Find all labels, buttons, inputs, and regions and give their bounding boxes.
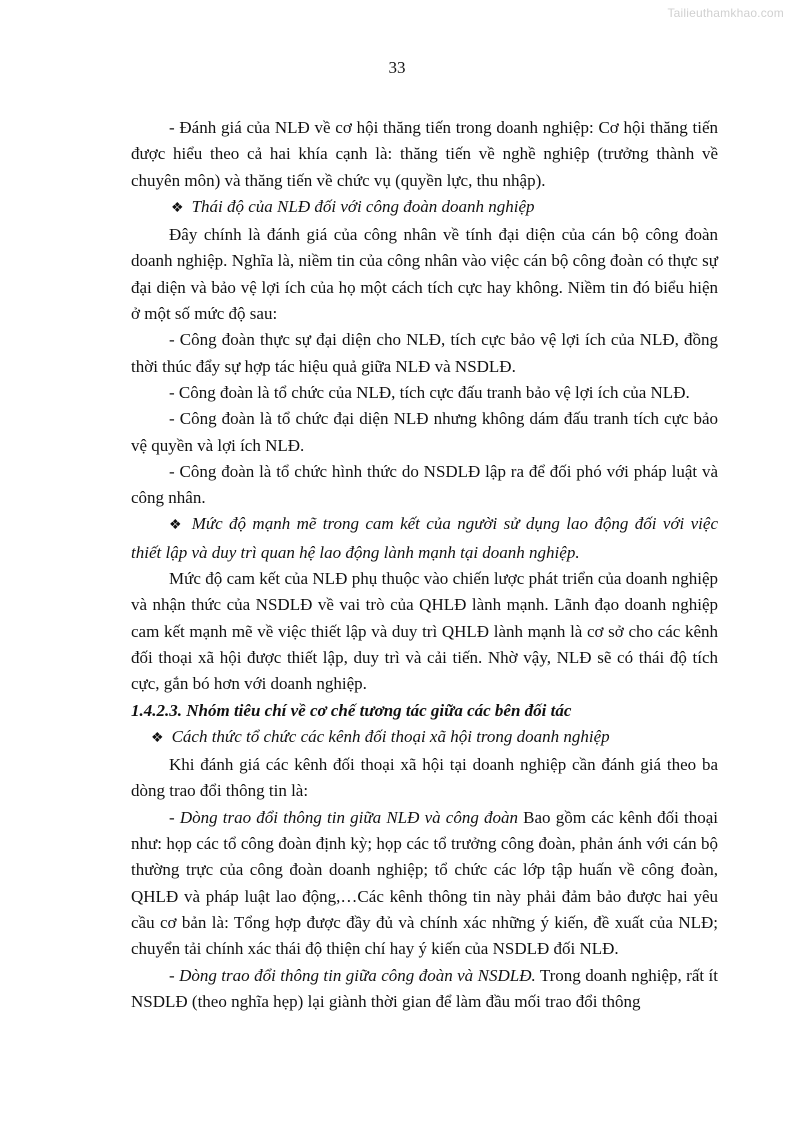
paragraph-promotion: - Đánh giá của NLĐ về cơ hội thăng tiến trong doanh nghiệp: Cơ hội thăng tiến được hiểu theo cả hai khía cạnh là: thăng tiến về nghề nghiệp (trưởng thành về chuyên môn) và thăng tiến về chức vụ (quyền lực, thu nhập).: [131, 118, 718, 190]
watermark: Tailieuthamkhao.com: [667, 6, 784, 20]
page-number: 33: [388, 58, 406, 77]
heading-text: Cách thức tổ chức các kênh đối thoại xã hội trong doanh nghiệp: [171, 726, 610, 746]
paragraph-union-representation: Đây chính là đánh giá của công nhân về tính đại diện của cán bộ công đoàn doanh nghiệp. Nghĩa là, niềm tin của công nhân vào việc cán bộ công đoàn có thực sự đại diện và bảo vệ lợi ích của họ một cách tích cực hay không. Niềm tin đó biểu hiện ở một số mức độ sau:: [131, 225, 718, 324]
flow-body: Bao gồm các kênh đối thoại như: họp các tổ công đoàn định kỳ; họp các tổ trưởng công đoàn, phản ánh với cán bộ thường trực của công đoàn doanh nghiệp; tổ chức các lớp tập huấn về công đoàn, QHLĐ và pháp luật lao động,…Các kênh thông tin này phải đảm bảo được hai yêu cầu cơ bản là: Tổng hợp được đầy đủ và chính xác những ý kiến, đề xuất của NLĐ; chuyển tải chính xác thái độ thiện chí hay ý kiến của NSDLĐ đối NLĐ.: [131, 807, 718, 959]
diamond-bullet-icon: ❖: [171, 200, 184, 216]
flow-lead: - Dòng trao đổi thông tin giữa công đoàn và NSDLĐ.: [169, 965, 536, 985]
heading-attitude-union: [131, 194, 718, 222]
paragraph-flow-union-employer: [131, 963, 718, 1016]
heading-text: Thái độ của NLĐ đối với công đoàn doanh nghiệp: [191, 196, 535, 216]
flow-lead: - Dòng trao đổi thông tin giữa NLĐ và công đoàn: [169, 807, 518, 827]
section-heading: 1.4.2.3. Nhóm tiêu chí về cơ chế tương tác giữa các bên đối tác: [131, 700, 572, 720]
paragraph-commitment: Mức độ cam kết của NLĐ phụ thuộc vào chiến lược phát triển của doanh nghiệp và nhận thức của NSDLĐ về vai trò của QHLĐ lành mạnh. Lãnh đạo doanh nghiệp cam kết mạnh mẽ về việc thiết lập và duy trì QHLĐ lành mạnh là cơ sở cho các kênh đối thoại xã hội được thiết lập, duy trì và cải tiến. Nhờ vậy, NLĐ sẽ có thái độ tích cực, gắn bó hơn với doanh nghiệp.: [131, 569, 718, 694]
heading-dialogue-channels: [131, 724, 718, 752]
page-body: [131, 115, 718, 1015]
heading-text: Mức độ mạnh mẽ trong cam kết của người sử dụng lao động đối với việc thiết lập và duy trì quan hệ lao động lành mạnh tại doanh nghiệp.: [131, 514, 718, 562]
flow-body: Trong doanh nghiệp, rất ít NSDLĐ (theo nghĩa hẹp) lại giành thời gian để làm đầu mối trao đổi thông: [131, 965, 718, 1011]
paragraph-info-flows: Khi đánh giá các kênh đối thoại xã hội tại doanh nghiệp cần đánh giá theo ba dòng trao đổi thông tin là:: [131, 755, 718, 801]
list-item-level-3: - Công đoàn là tổ chức đại diện NLĐ nhưng không dám đấu tranh tích cực bảo vệ quyền và lợi ích NLĐ.: [131, 409, 718, 455]
list-item-level-2: - Công đoàn là tổ chức của NLĐ, tích cực đấu tranh bảo vệ lợi ích của NLĐ.: [169, 382, 690, 402]
list-item-level-1: - Công đoàn thực sự đại diện cho NLĐ, tích cực bảo vệ lợi ích của NLĐ, đồng thời thúc đẩy sự hợp tác hiệu quả giữa NLĐ và NSDLĐ.: [131, 330, 718, 376]
paragraph-flow-worker-union: [131, 805, 718, 963]
list-item-level-4: - Công đoàn là tổ chức hình thức do NSDLĐ lập ra để đối phó với pháp luật và công nhân.: [131, 461, 718, 508]
heading-employer-commitment: [131, 511, 718, 566]
diamond-bullet-icon: ❖: [151, 730, 164, 746]
diamond-bullet-icon: ❖: [169, 518, 184, 534]
